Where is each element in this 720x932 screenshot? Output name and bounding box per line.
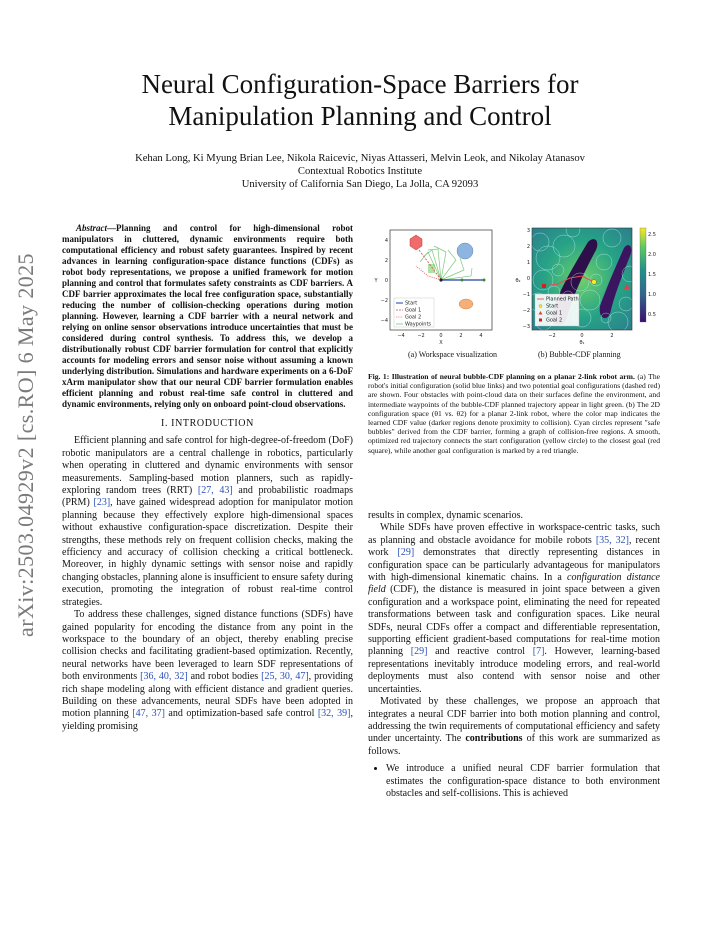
subcaption-b: (b) Bubble-CDF planning: [538, 350, 621, 359]
colorbar: [640, 228, 646, 322]
citation-link[interactable]: [29]: [410, 646, 428, 658]
svg-text:0: 0: [384, 278, 388, 284]
citation-link[interactable]: [25, 30, 47]: [261, 671, 309, 683]
cspace-legend: [535, 294, 579, 326]
citation-link[interactable]: [32, 39]: [317, 708, 351, 720]
svg-text:−3: −3: [522, 324, 530, 330]
legend-start: Start: [405, 300, 418, 307]
abstract: [62, 223, 353, 410]
svg-text:−2: −2: [548, 333, 556, 339]
svg-text:2.5: 2.5: [648, 232, 656, 238]
circle-obstacle: [457, 243, 473, 259]
caption-title: Fig. 1: Illustration of neural bubble-CDF planning on a planar 2-link robot arm.: [368, 372, 635, 381]
figure-1-caption: Fig. 1: Illustration of neural bubble-CDF planning on a planar 2-link robot arm. (a) The robot's initial configuration (solid blue links) and two potential goal configurations (dashed red) are shown. Four obstacles with point-cloud data on their surfaces define the environment, and intermediate waypoints of the bubble-CDF planned trajectory appear in light green. (b) The 2D configuration space (θ1 vs. θ2) for a planar 2-link robot, where the color map indicates the learned CDF value (darker regions denote proximity to collision). Cyan circles represent "safe bubbles" derived from the CDF barrier, forming a graph of collision-free regions. A smooth, optimized red trajectory connects the start configuration (yellow circle) to the closest goal (red square), while another goal configuration is marked by a red triangle.: [368, 372, 660, 455]
citation-link[interactable]: [36, 40, 32]: [140, 671, 188, 683]
abstract-lead: Abstract: [76, 223, 108, 233]
cspace-plot: [515, 223, 655, 346]
author-block: [40, 152, 680, 191]
legend-cspace-goal2: Goal 2: [546, 317, 563, 324]
ellipse-obstacle: [459, 299, 473, 309]
intro-paragraph-2: To address these challenges, signed distance functions (SDFs) have gained popularity for encoding the distance from any point in the workspace to the boundary of an object, thereby enabling precise collision checks and facilitating gradient-based optimization. Recently, neural networks have been leveraged to learn SDF representations of both environments [36, 40, 32] and robot bodies [25, 30, 47], providing rich shape modeling along with efficient distance and gradient queries. Building on these advancements, neural SDFs have been adopted in motion planning [47, 37] and optimization-based safe control [32, 39], yielding promising: [62, 609, 354, 732]
svg-text:2: 2: [384, 258, 388, 264]
contributions-list: [368, 763, 660, 800]
goal-1-marker: [542, 284, 546, 288]
colorbar-ticks: [648, 232, 656, 318]
right-column: [368, 510, 660, 800]
cspace-xticks: [548, 333, 613, 346]
cspace-xlabel: θ₁: [579, 340, 585, 346]
svg-text:0: 0: [580, 333, 584, 339]
legend-waypoints: Waypoints: [405, 321, 432, 328]
svg-text:0.5: 0.5: [648, 312, 656, 318]
citation-link[interactable]: [29]: [397, 547, 415, 559]
section-heading-introduction: I. INTRODUCTION: [161, 418, 254, 429]
svg-text:−4: −4: [397, 333, 405, 339]
svg-text:1.5: 1.5: [648, 272, 656, 278]
legend-goal1: Goal 1: [405, 307, 422, 314]
svg-text:2: 2: [526, 244, 530, 250]
intro-paragraph-4: Motivated by these challenges, we propose an approach that integrates a neural CDF barrier into both motion planning and control, addressing the twin requirements of computational efficiency and safety under uncertainty. The contributions of this work are summarized as follows.: [368, 696, 660, 757]
svg-text:−1: −1: [522, 292, 530, 298]
intro-paragraph-3: While SDFs have proven effective in workspace-centric tasks, such as planning and obstacle avoidance for mobile robots [35, 32], recent work [29] demonstrates that directly representing distances in configuration space can be particularly advantageous for manipulators with high-dimensional kinematic chains. In a configuration distance field (CDF), the distance is measured in joint space between a given configuration and a workspace point, eliminating the need for repeated transformations between task and configuration spaces. Like neural SDFs, neural CDFs offer a compact and differentiable representation, supporting efficient gradient-based computations for real-time motion planning [29] and reactive control [7]. However, learning-based representations inevitably introduce modeling errors, and real-world deployments must also contend with sensor noise and other uncertainties.: [368, 522, 660, 695]
svg-text:−2: −2: [417, 333, 425, 339]
svg-text:1.0: 1.0: [648, 292, 656, 298]
cspace-ylabel: θ₂: [515, 278, 521, 284]
affiliation-address: University of California San Diego, La Jolla, CA 92093: [241, 179, 479, 190]
svg-text:1: 1: [526, 260, 530, 266]
svg-text:−4: −4: [380, 318, 388, 324]
citation-link[interactable]: [23]: [93, 497, 111, 509]
subcaption-a: (a) Workspace visualization: [408, 350, 497, 359]
legend-cspace-goal1: Goal 1: [546, 310, 563, 317]
affiliation-institute: Contextual Robotics Institute: [297, 166, 423, 177]
citation-link[interactable]: [35, 32]: [595, 534, 630, 546]
citation-link[interactable]: [47, 37]: [132, 708, 165, 720]
svg-text:3: 3: [526, 228, 530, 234]
legend-goal2: Goal 2: [405, 314, 422, 321]
start-marker: [592, 280, 597, 285]
svg-text:−2: −2: [522, 308, 530, 314]
svg-text:−2: −2: [380, 298, 388, 304]
contribution-item: • We introduce a unified neural CDF barrier formulation that estimates the configuration-space distance to both environment obstacles and self-collisions. This is achieved: [386, 763, 660, 800]
arxiv-identifier: arXiv:2503.04929v2 [cs.RO] 6 May 2025: [13, 253, 38, 637]
intro-paragraph-1: Efficient planning and safe control for high-degree-of-freedom (DoF) robotic manipulators are a central challenge in robotics, particularly when operating in cluttered and dynamic environments with sensor measurements. Sampling-based motion planners, such as rapidly-exploring random trees (RRT) [27, 43] and probabilistic roadmaps (PRM) [23], have gained widespread adoption for manipulator motion planning because they effectively explore high-dimensional spaces without exhaustive configuration-space discretization. Despite their strengths, these methods rely on frequent collision checks, making the efficiency and accuracy of collision checking a critical bottleneck. Moreover, in highly dynamic settings with sensor noise and rapidly changing obstacles, planning alone is insufficient to ensure safety during execution, promoting the integration of robust real-time control strategies.: [62, 435, 353, 608]
figure-1-plots: [368, 222, 660, 350]
arxiv-sidebar: [12, 235, 40, 655]
svg-text:0: 0: [439, 333, 443, 339]
figure-1: [368, 222, 660, 370]
workspace-yticks: [381, 238, 388, 324]
svg-text:2.0: 2.0: [648, 252, 656, 258]
workspace-plot: [373, 230, 492, 346]
svg-text:0: 0: [526, 276, 530, 282]
legend-planned-path: Planned Path: [546, 296, 579, 303]
legend-cspace-start: Start: [546, 303, 559, 310]
citation-link[interactable]: [7]: [532, 646, 545, 658]
left-column: [62, 223, 353, 733]
workspace-xticks: [397, 333, 482, 346]
author-list: Kehan Long, Ki Myung Brian Lee, Nikola Raicevic, Niyas Attasseri, Melvin Leok, and Nikolay Atanasov: [135, 153, 585, 164]
svg-text:2: 2: [459, 333, 463, 339]
workspace-ylabel: Y: [374, 278, 378, 284]
svg-text:2: 2: [610, 333, 614, 339]
abstract-body: —Planning and control for high-dimensional robot manipulators in cluttered, dynamic environments require both computational efficiency and robust safety guarantees. Inspired by recent advances in learning configuration-space distance functions (CDFs) as robot body representations, we propose a unified framework for motion planning and control that formulates safety constraints as CDF barriers. A CDF barrier approximates the local free configuration space, substantially reducing the number of collision-checking operations during motion planning. However, learning a CDF barrier with a neural network and relying on online sensor observations introduce uncertainties that must be considered during control synthesis. To address this, we develop a distributionally robust CDF barrier formulation for control that explicitly accounts for modeling errors and sensor noise without assuming a known underlying distribution. Simulations and hardware experiments on a 6-DoF xArm manipulator show that our neural CDF barrier formulation enables efficient planning and robust real-time safe control in cluttered and dynamic environments, relying only on onboard point-cloud observations.: [62, 223, 353, 409]
workspace-legend: [394, 298, 434, 328]
svg-text:4: 4: [479, 333, 483, 339]
svg-text:4: 4: [384, 238, 388, 244]
intro-paragraph-2-continued: results in complex, dynamic scenarios.: [368, 510, 523, 521]
citation-link[interactable]: [27, 43]: [197, 485, 233, 497]
cspace-yticks: [523, 228, 530, 330]
workspace-xlabel: X: [439, 340, 443, 346]
paper-title: Neural Configuration-Space Barriers for Manipulation Planning and Control: [141, 69, 579, 131]
